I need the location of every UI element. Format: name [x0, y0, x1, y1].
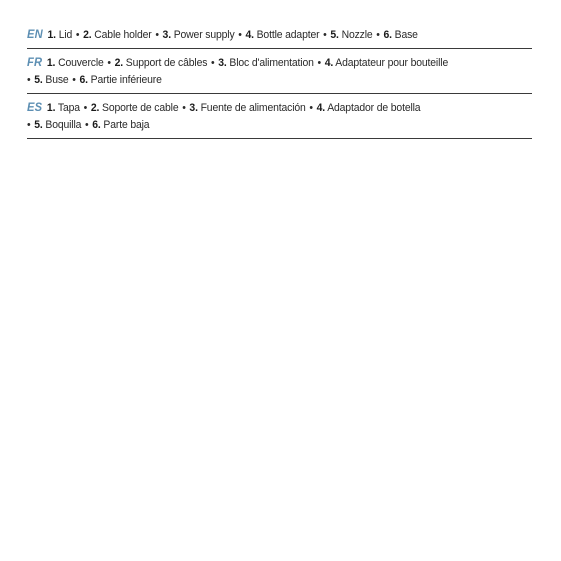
- part-label: Adaptateur pour bouteille: [335, 57, 449, 69]
- bullet-separator: •: [323, 29, 327, 41]
- bullet-separator: •: [83, 102, 88, 114]
- lang-code: FR: [27, 55, 43, 69]
- lang-text: [27, 99, 534, 134]
- part-number: 2.: [114, 57, 124, 69]
- part-number: 5.: [34, 119, 43, 131]
- bullet-separator: •: [75, 29, 80, 41]
- part-label: Support de câbles: [125, 57, 208, 69]
- part-label: Tapa: [57, 102, 80, 114]
- bullet-separator: •: [317, 57, 322, 69]
- part-label: Fuente de alimentación: [200, 102, 306, 114]
- part-label: Parte baja: [103, 119, 150, 131]
- lang-block-fr: [27, 49, 532, 94]
- bullet-separator: •: [238, 29, 242, 41]
- part-label: Power supply: [173, 29, 235, 41]
- part-number: 1.: [47, 29, 56, 41]
- bullet-separator: •: [376, 29, 380, 41]
- part-label: Partie inférieure: [90, 74, 162, 86]
- part-number: 6.: [383, 29, 392, 41]
- part-number: 6.: [92, 119, 101, 131]
- lang-block-en: [27, 22, 532, 49]
- part-number: 2.: [83, 29, 92, 41]
- lang-code: ES: [27, 100, 43, 114]
- parts-list: [27, 22, 532, 139]
- bullet-separator: •: [72, 74, 76, 86]
- part-number: 2.: [90, 102, 100, 114]
- part-label: Boquilla: [45, 119, 82, 131]
- bullet-separator: •: [107, 57, 111, 69]
- bullet-separator: •: [85, 119, 89, 131]
- part-number: 4.: [316, 102, 326, 114]
- lang-text: [27, 26, 534, 44]
- part-label: Soporte de cable: [102, 102, 179, 114]
- part-label: Buse: [45, 74, 69, 86]
- bullet-separator: •: [155, 29, 159, 41]
- part-number: 3.: [189, 102, 198, 114]
- part-label: Lid: [58, 29, 73, 41]
- part-number: 4.: [245, 29, 254, 41]
- part-label: Cable holder: [94, 29, 152, 41]
- lang-code: EN: [27, 27, 43, 41]
- bullet-separator: •: [211, 57, 215, 69]
- lang-text: [27, 54, 534, 89]
- part-number: 5.: [34, 74, 43, 86]
- part-number: 1.: [46, 102, 56, 114]
- part-label: Adaptador de botella: [327, 102, 421, 114]
- part-label: Couvercle: [58, 57, 104, 69]
- bullet-separator: •: [27, 119, 31, 131]
- part-number: 3.: [218, 57, 227, 69]
- part-number: 6.: [79, 74, 88, 86]
- part-label: Bottle adapter: [256, 29, 320, 41]
- bullet-separator: •: [309, 102, 313, 114]
- part-label: Base: [394, 29, 418, 41]
- part-label: Bloc d'alimentation: [229, 57, 314, 69]
- part-number: 1.: [46, 57, 56, 69]
- part-number: 3.: [162, 29, 171, 41]
- part-number: 5.: [330, 29, 339, 41]
- bullet-separator: •: [27, 74, 31, 86]
- part-number: 4.: [324, 57, 334, 69]
- lang-block-es: [27, 94, 532, 139]
- part-label: Nozzle: [341, 29, 373, 41]
- bullet-separator: •: [182, 102, 186, 114]
